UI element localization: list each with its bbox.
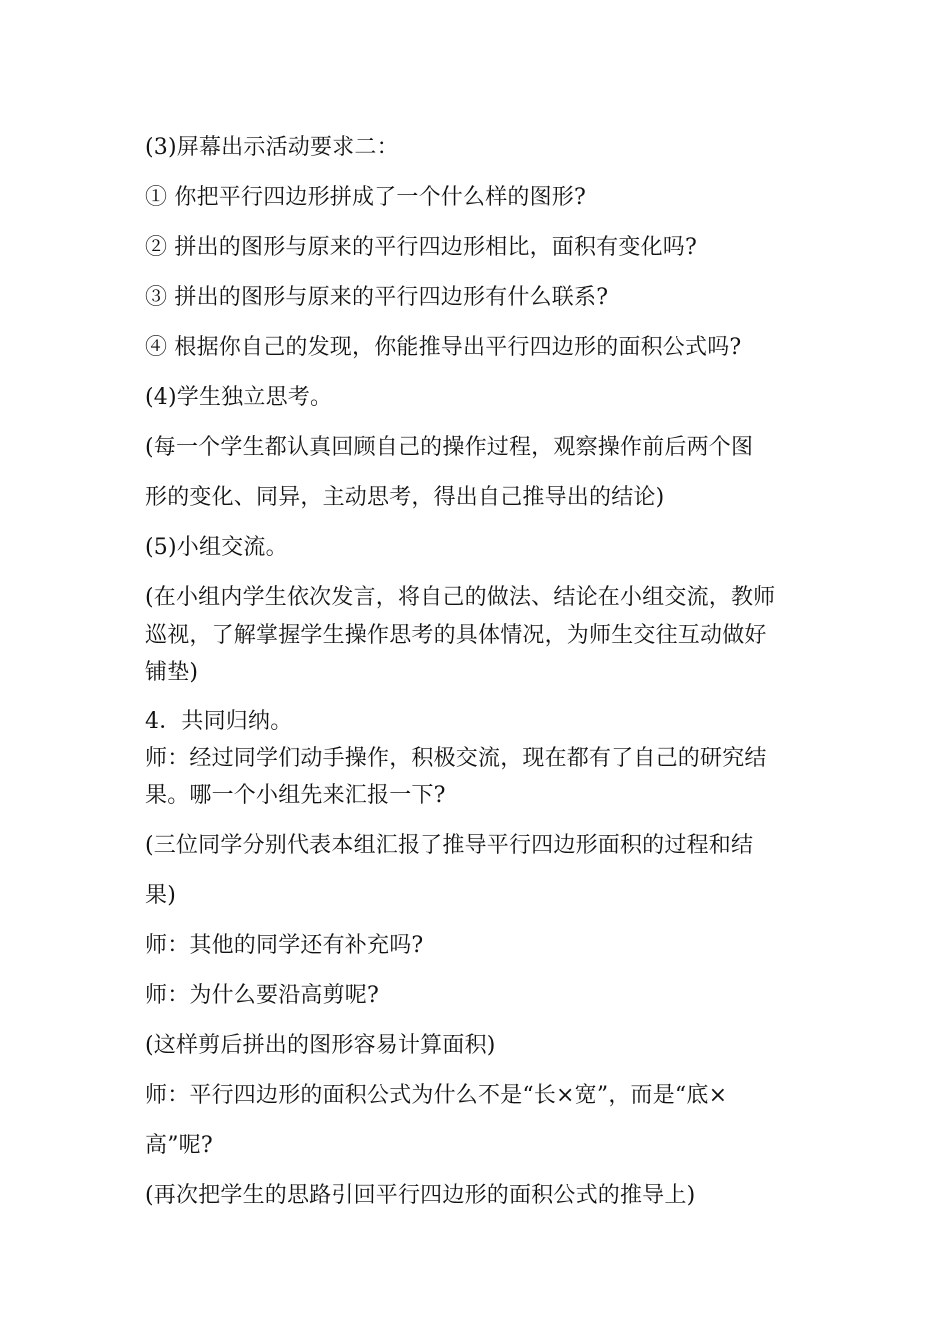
text-line: ① 你把平行四边形拼成了一个什么样的图形? (145, 185, 586, 210)
text-line: 高”呢? (145, 1133, 213, 1158)
text-line: (3)屏幕出示活动要求二： (145, 135, 399, 160)
text-line: (三位同学分别代表本组汇报了推导平行四边形面积的过程和结 (145, 833, 754, 858)
text-line: 果。哪一个小组先来汇报一下? (145, 783, 446, 808)
text-line: 形的变化、同异，主动思考，得出自己推导出的结论) (145, 485, 665, 510)
text-line: 师：其他的同学还有补充吗? (145, 933, 424, 958)
text-line: ② 拼出的图形与原来的平行四边形相比，面积有变化吗? (145, 235, 697, 260)
text-line: 师：经过同学们动手操作，积极交流，现在都有了自己的研究结 (145, 746, 767, 771)
text-line: (5)小组交流。 (145, 535, 288, 560)
text-line: ④ 根据你自己的发现，你能推导出平行四边形的面积公式吗? (145, 335, 742, 360)
text-line: 果) (145, 883, 176, 908)
text-line: 师：平行四边形的面积公式为什么不是“长×宽”，而是“底× (145, 1083, 728, 1108)
text-line: 铺垫) (145, 660, 199, 685)
text-line: ③ 拼出的图形与原来的平行四边形有什么联系? (145, 285, 609, 310)
text-line: (每一个学生都认真回顾自己的操作过程，观察操作前后两个图 (145, 435, 754, 460)
text-line: 师：为什么要沿高剪呢? (145, 983, 379, 1008)
text-line: 巡视，了解掌握学生操作思考的具体情况，为师生交往互动做好 (145, 623, 767, 648)
text-line: (这样剪后拼出的图形容易计算面积) (145, 1033, 496, 1058)
text-line: (再次把学生的思路引回平行四边形的面积公式的推导上) (145, 1183, 696, 1208)
text-line: (在小组内学生依次发言，将自己的做法、结论在小组交流，教师 (145, 585, 776, 610)
text-line: (4)学生独立思考。 (145, 385, 333, 410)
text-line: 4．共同归纳。 (145, 709, 293, 734)
